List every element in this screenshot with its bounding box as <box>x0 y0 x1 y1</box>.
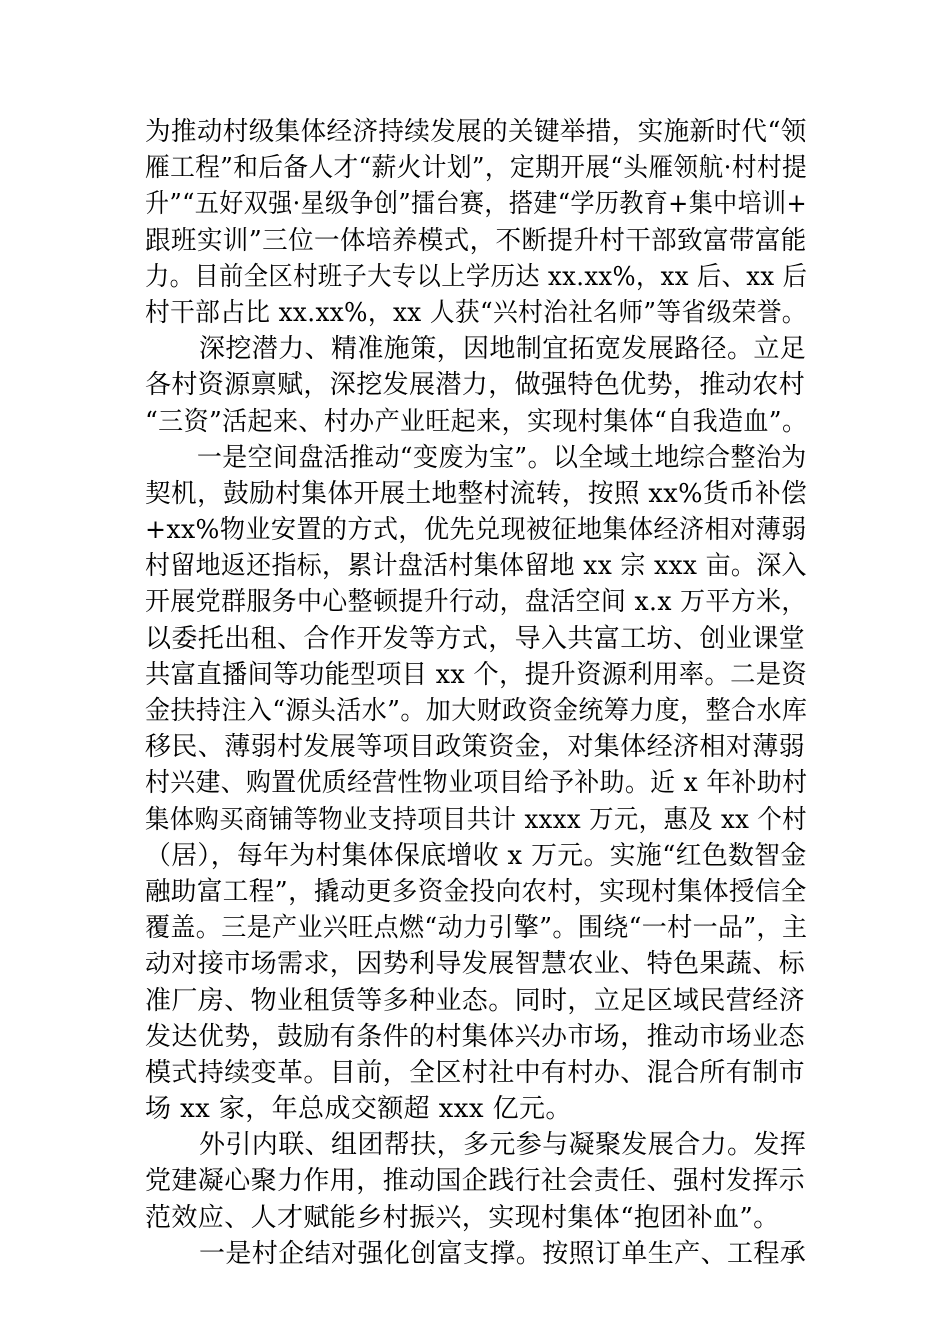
text-line: 动对接市场需求，因势利导发展智慧农业、特色果蔬、标 <box>145 949 806 980</box>
text-line: 集体购买商铺等物业支持项目共计 xxxx 万元，惠及 xx 个村 <box>145 804 807 835</box>
text-line: 金扶持注入“源头活水”。加大财政资金统筹力度，整合水库 <box>145 696 808 726</box>
text-line: 共富直播间等功能型项目 xx 个，提升资源利用率。二是资 <box>145 659 808 690</box>
text-line: 融助富工程”，撬动更多资金投向农村，实现村集体授信全 <box>145 876 807 907</box>
text-line: 党建凝心聚力作用，推动国企践行社会责任、强村发挥示 <box>145 1166 806 1197</box>
text-line: 以委托出租、合作开发等方式，导入共富工坊、创业课堂 <box>145 623 806 654</box>
text-line: 雁工程”和后备人才“薪火计划”，定期开展“头雁领航·村村提 <box>145 153 808 184</box>
text-line: 深挖潜力、精准施策，因地制宜拓宽发展路径。立足 <box>199 334 807 365</box>
text-line: 力。目前全区村班子大专以上学历达 xx.xx%，xx 后、xx 后 <box>145 261 808 292</box>
text-line: 村干部占比 xx.xx%，xx 人获“兴村治社名师”等省级荣誉。 <box>145 297 807 328</box>
text-line: 场 xx 家，年总成交额超 xxx 亿元。 <box>145 1094 572 1125</box>
text-line: 各村资源禀赋，深挖发展潜力，做强特色优势，推动农村 <box>145 370 806 401</box>
text-line: “三资”活起来、村办产业旺起来，实现村集体“自我造血”。 <box>145 406 808 437</box>
text-line: 契机，鼓励村集体开展土地整村流转，按照 xx%货币补偿 <box>145 478 808 509</box>
text-line: 发达优势，鼓励有条件的村集体兴办市场，推动市场业态 <box>145 1021 806 1052</box>
text-line: 范效应、人才赋能乡村振兴，实现村集体“抱团补血”。 <box>145 1202 780 1233</box>
text-line: 准厂房、物业租赁等多种业态。同时，立足区域民营经济 <box>145 985 806 1016</box>
text-line: 开展党群服务中心整顿提升行动，盘活空间 x.x 万平方米， <box>145 587 807 618</box>
text-line: 村兴建、购置优质经营性物业项目给予补助。近 x 年补助村 <box>145 768 808 799</box>
text-line: 跟班实训”三位一体培养模式，不断提升村干部致富带富能 <box>145 225 807 256</box>
text-line: 为推动村级集体经济持续发展的关键举措，实施新时代“领 <box>145 117 807 147</box>
text-line: （居），每年为村集体保底增收 x 万元。实施“红色数智金 <box>145 840 807 871</box>
text-line: 村留地返还指标，累计盘活村集体留地 xx 宗 xxx 亩。深入 <box>145 551 807 582</box>
body-text <box>145 114 807 1272</box>
text-line: 移民、薄弱村发展等项目政策资金，对集体经济相对薄弱 <box>145 732 806 763</box>
text-line: +xx%物业安置的方式，优先兑现被征地集体经济相对薄弱 <box>145 515 807 546</box>
text-line: 外引内联、组团帮扶，多元参与凝聚发展合力。发挥 <box>199 1130 807 1161</box>
text-line: 一是村企结对强化创富支撑。按照订单生产、工程承 <box>199 1238 807 1269</box>
text-line: 模式持续变革。目前，全区村社中有村办、混合所有制市 <box>145 1057 806 1088</box>
text-line: 一是空间盘活推动“变废为宝”。以全域土地综合整治为 <box>196 442 807 473</box>
text-line: 升”“五好双强·星级争创”擂台赛，搭建“学历教育+集中培训+ <box>145 189 808 220</box>
text-line: 覆盖。三是产业兴旺点燃“动力引擎”。围绕“一村一品”，主 <box>145 913 808 944</box>
